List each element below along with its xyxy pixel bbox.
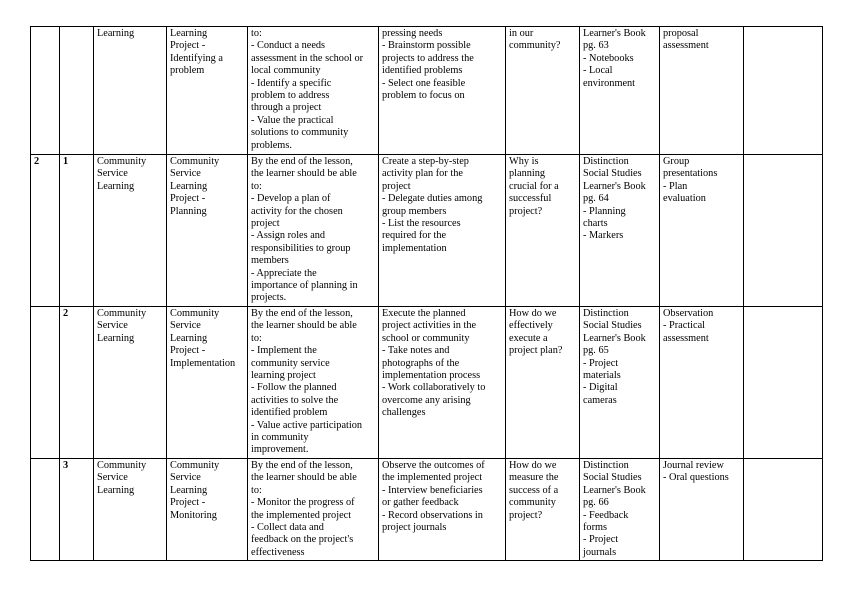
cell-line: community? [509, 40, 561, 52]
cell-line: Implementation [170, 357, 236, 369]
cell-line: project? [509, 205, 543, 217]
cell-line: - Project [583, 357, 619, 369]
assessment-cell [660, 459, 744, 561]
sub-strand-cell [167, 459, 248, 561]
cell-line: Service [97, 168, 128, 180]
strand-cell [94, 459, 167, 561]
key-inquiry-question-cell [506, 155, 580, 307]
cell-line: Planning [170, 205, 207, 217]
cell-line: Learning [97, 28, 135, 39]
cell-line: solutions to community [251, 127, 349, 139]
cell-line: - Planning [583, 205, 626, 217]
cell-line: Journal review [663, 460, 724, 471]
cell-line: effectiveness [251, 546, 305, 558]
cell-line: - Collect data and [251, 522, 324, 534]
cell-line: the learner should be able [251, 168, 357, 180]
cell-line: overcome any arising [382, 394, 471, 406]
cell-line: Learner's Book [583, 484, 646, 496]
learning-experiences-cell [379, 307, 506, 459]
learning-resources-cell [580, 307, 660, 459]
sub-strand-cell [167, 27, 248, 155]
cell-line: pressing needs [382, 28, 443, 39]
lesson-cell: 2 [60, 307, 94, 459]
cell-line: assessment [663, 40, 709, 52]
cell-line: project activities in the [382, 320, 477, 332]
cell-line: Social Studies [583, 472, 642, 484]
cell-line: evaluation [663, 193, 706, 205]
lesson-cell [60, 27, 94, 155]
cell-line: Social Studies [583, 320, 642, 332]
cell-line: By the end of the lesson, [251, 460, 353, 471]
cell-line: assessment in the school or [251, 52, 364, 64]
learning-resources-cell [580, 27, 660, 155]
cell-line: Social Studies [583, 168, 642, 180]
cell-line: - Markers [583, 230, 624, 242]
remarks-cell [744, 155, 823, 307]
strand-cell [94, 307, 167, 459]
cell-line: - Interview beneficiaries [382, 484, 483, 496]
cell-line: - Brainstorm possible [382, 40, 471, 52]
cell-line: - Monitor the progress of [251, 497, 355, 509]
week-cell: 2 [31, 155, 60, 307]
cell-line: proposal [663, 28, 699, 39]
cell-line: - Identify a specific [251, 77, 332, 89]
key-inquiry-question-cell [506, 27, 580, 155]
cell-line: environment [583, 77, 636, 89]
cell-line: - Value the practical [251, 114, 334, 126]
cell-line: Learning [170, 332, 208, 344]
cell-line: - List the resources [382, 218, 461, 230]
cell-line: - Digital [583, 382, 618, 394]
cell-line: Service [97, 320, 128, 332]
cell-line: implementation [382, 242, 447, 254]
strand-cell [94, 155, 167, 307]
cell-line: Learning [170, 484, 208, 496]
cell-line: Community [170, 156, 220, 167]
cell-line: By the end of the lesson, [251, 308, 353, 319]
lesson-cell: 1 [60, 155, 94, 307]
learning-resources-cell [580, 155, 660, 307]
cell-line: the implemented project [251, 509, 352, 521]
learning-outcomes-cell [248, 459, 379, 561]
learning-resources-cell [580, 459, 660, 561]
cell-line: forms [583, 522, 608, 534]
cell-line: - Oral questions [663, 472, 729, 484]
cell-line: By the end of the lesson, [251, 156, 353, 167]
cell-line: successful [509, 193, 552, 205]
cell-line: challenges [382, 407, 426, 419]
cell-line: problem to focus on [382, 90, 465, 102]
cell-line: Community [170, 460, 220, 471]
cell-line: Group [663, 156, 690, 167]
cell-line: Learning [97, 180, 135, 192]
assessment-cell [660, 307, 744, 459]
cell-line: Learning [170, 180, 208, 192]
cell-line: problem [170, 65, 205, 77]
week-cell [31, 307, 60, 459]
cell-line: presentations [663, 168, 718, 180]
cell-line: execute a [509, 332, 548, 344]
cell-line: Service [170, 320, 201, 332]
cell-line: in community [251, 432, 309, 444]
cell-line: to: [251, 180, 262, 192]
cell-line: pg. 64 [583, 193, 609, 205]
learning-outcomes-cell [248, 307, 379, 459]
cell-line: - Plan [663, 180, 688, 192]
cell-line: journals [583, 546, 617, 558]
cell-line: Project - [170, 345, 206, 357]
cell-line: - Implement the [251, 345, 317, 357]
cell-line: - Practical [663, 320, 706, 332]
cell-line: the implemented project [382, 472, 483, 484]
cell-line: identified problem [251, 407, 328, 419]
cell-line: Learning [170, 28, 208, 39]
assessment-cell [660, 27, 744, 155]
cell-line: - Notebooks [583, 52, 634, 64]
cell-line: project [382, 180, 411, 192]
learning-outcomes-cell [248, 155, 379, 307]
cell-line: responsibilities to group [251, 242, 351, 254]
cell-line: or gather feedback [382, 497, 459, 509]
cell-line: pg. 65 [583, 345, 609, 357]
cell-line: projects to address the [382, 52, 474, 64]
cell-line: cameras [583, 394, 617, 406]
cell-line: activity plan for the [382, 168, 463, 180]
cell-line: Community [97, 460, 147, 471]
cell-line: - Feedback [583, 509, 629, 521]
cell-line: - Assign roles and [251, 230, 326, 242]
cell-line: Project - [170, 193, 206, 205]
cell-line: - Local [583, 65, 613, 77]
learning-experiences-cell [379, 27, 506, 155]
cell-line: learning project [251, 370, 316, 382]
cell-line: - Conduct a needs [251, 40, 326, 52]
cell-line: crucial for a [509, 180, 559, 192]
cell-line: - Work collaboratively to [382, 382, 486, 394]
cell-line: - Delegate duties among [382, 193, 483, 205]
cell-line: materials [583, 370, 621, 382]
cell-line: Observation [663, 308, 714, 319]
cell-line: project journals [382, 522, 447, 534]
cell-line: Create a step-by-step [382, 156, 469, 167]
cell-line: - Record observations in [382, 509, 483, 521]
cell-line: Learning [97, 484, 135, 496]
cell-line: Community [97, 308, 147, 319]
cell-line: success of a [509, 484, 559, 496]
cell-line: Service [97, 472, 128, 484]
cell-line: Project - [170, 497, 206, 509]
cell-line: Learner's Book [583, 180, 646, 192]
assessment-cell [660, 155, 744, 307]
cell-line: assessment [663, 332, 709, 344]
learning-experiences-cell [379, 155, 506, 307]
cell-line: Community [97, 156, 147, 167]
cell-line: pg. 66 [583, 497, 609, 509]
cell-line: to: [251, 484, 262, 496]
scheme-of-work-table [30, 26, 823, 561]
cell-line: Learning [97, 332, 135, 344]
cell-line: project [251, 218, 280, 230]
cell-line: How do we [509, 308, 557, 319]
learning-experiences-cell [379, 459, 506, 561]
learning-outcomes-cell [248, 27, 379, 155]
cell-line: pg. 63 [583, 40, 609, 52]
cell-line: problem to address [251, 90, 330, 102]
cell-line: measure the [509, 472, 559, 484]
cell-line: Learner's Book [583, 332, 646, 344]
cell-line: - Develop a plan of [251, 193, 331, 205]
sub-strand-cell [167, 155, 248, 307]
cell-line: - Select one feasible [382, 77, 466, 89]
week-cell [31, 459, 60, 561]
cell-line: the learner should be able [251, 320, 357, 332]
cell-line: How do we [509, 460, 557, 471]
cell-line: the learner should be able [251, 472, 357, 484]
strand-cell [94, 27, 167, 155]
cell-line: in our [509, 28, 534, 39]
cell-line: activity for the chosen [251, 205, 343, 217]
cell-line: implementation process [382, 370, 481, 382]
cell-line: community [509, 497, 556, 509]
cell-line: - Take notes and [382, 345, 450, 357]
cell-line: through a project [251, 102, 322, 114]
week-cell [31, 27, 60, 155]
cell-line: - Appreciate the [251, 267, 317, 279]
cell-line: projects. [251, 292, 287, 304]
cell-line: identified problems [382, 65, 463, 77]
table-body [31, 27, 823, 561]
cell-line: Why is [509, 156, 539, 167]
sub-strand-cell [167, 307, 248, 459]
cell-line: Identifying a [170, 52, 223, 64]
cell-line: - Project [583, 534, 619, 546]
remarks-cell [744, 307, 823, 459]
cell-line: to: [251, 332, 262, 344]
cell-line: Monitoring [170, 509, 217, 521]
lesson-cell: 3 [60, 459, 94, 561]
cell-line: charts [583, 218, 608, 230]
cell-line: Execute the planned [382, 308, 466, 319]
scheme-of-work-page [30, 26, 822, 561]
cell-line: project? [509, 509, 543, 521]
remarks-cell [744, 27, 823, 155]
cell-line: school or community [382, 332, 470, 344]
table-row [31, 307, 823, 459]
table-row [31, 155, 823, 307]
cell-line: Distinction [583, 156, 629, 167]
cell-line: to: [251, 28, 262, 39]
cell-line: local community [251, 65, 321, 77]
cell-line: Service [170, 472, 201, 484]
table-row [31, 27, 823, 155]
cell-line: planning [509, 168, 546, 180]
cell-line: Distinction [583, 460, 629, 471]
cell-line: Learner's Book [583, 28, 646, 39]
cell-line: - Follow the planned [251, 382, 337, 394]
cell-line: - Value active participation [251, 419, 363, 431]
key-inquiry-question-cell [506, 307, 580, 459]
cell-line: activities to solve the [251, 394, 339, 406]
cell-line: required for the [382, 230, 447, 242]
cell-line: community service [251, 357, 330, 369]
cell-line: photographs of the [382, 357, 460, 369]
cell-line: Observe the outcomes of [382, 460, 485, 471]
cell-line: Community [170, 308, 220, 319]
cell-line: problems. [251, 139, 292, 151]
cell-line: feedback on the project's [251, 534, 354, 546]
cell-line: group members [382, 205, 447, 217]
cell-line: Service [170, 168, 201, 180]
key-inquiry-question-cell [506, 459, 580, 561]
cell-line: importance of planning in [251, 280, 358, 292]
cell-line: Distinction [583, 308, 629, 319]
remarks-cell [744, 459, 823, 561]
cell-line: members [251, 255, 289, 267]
cell-line: improvement. [251, 444, 309, 456]
cell-line: Project - [170, 40, 206, 52]
table-row [31, 459, 823, 561]
cell-line: effectively [509, 320, 553, 332]
cell-line: project plan? [509, 345, 563, 357]
